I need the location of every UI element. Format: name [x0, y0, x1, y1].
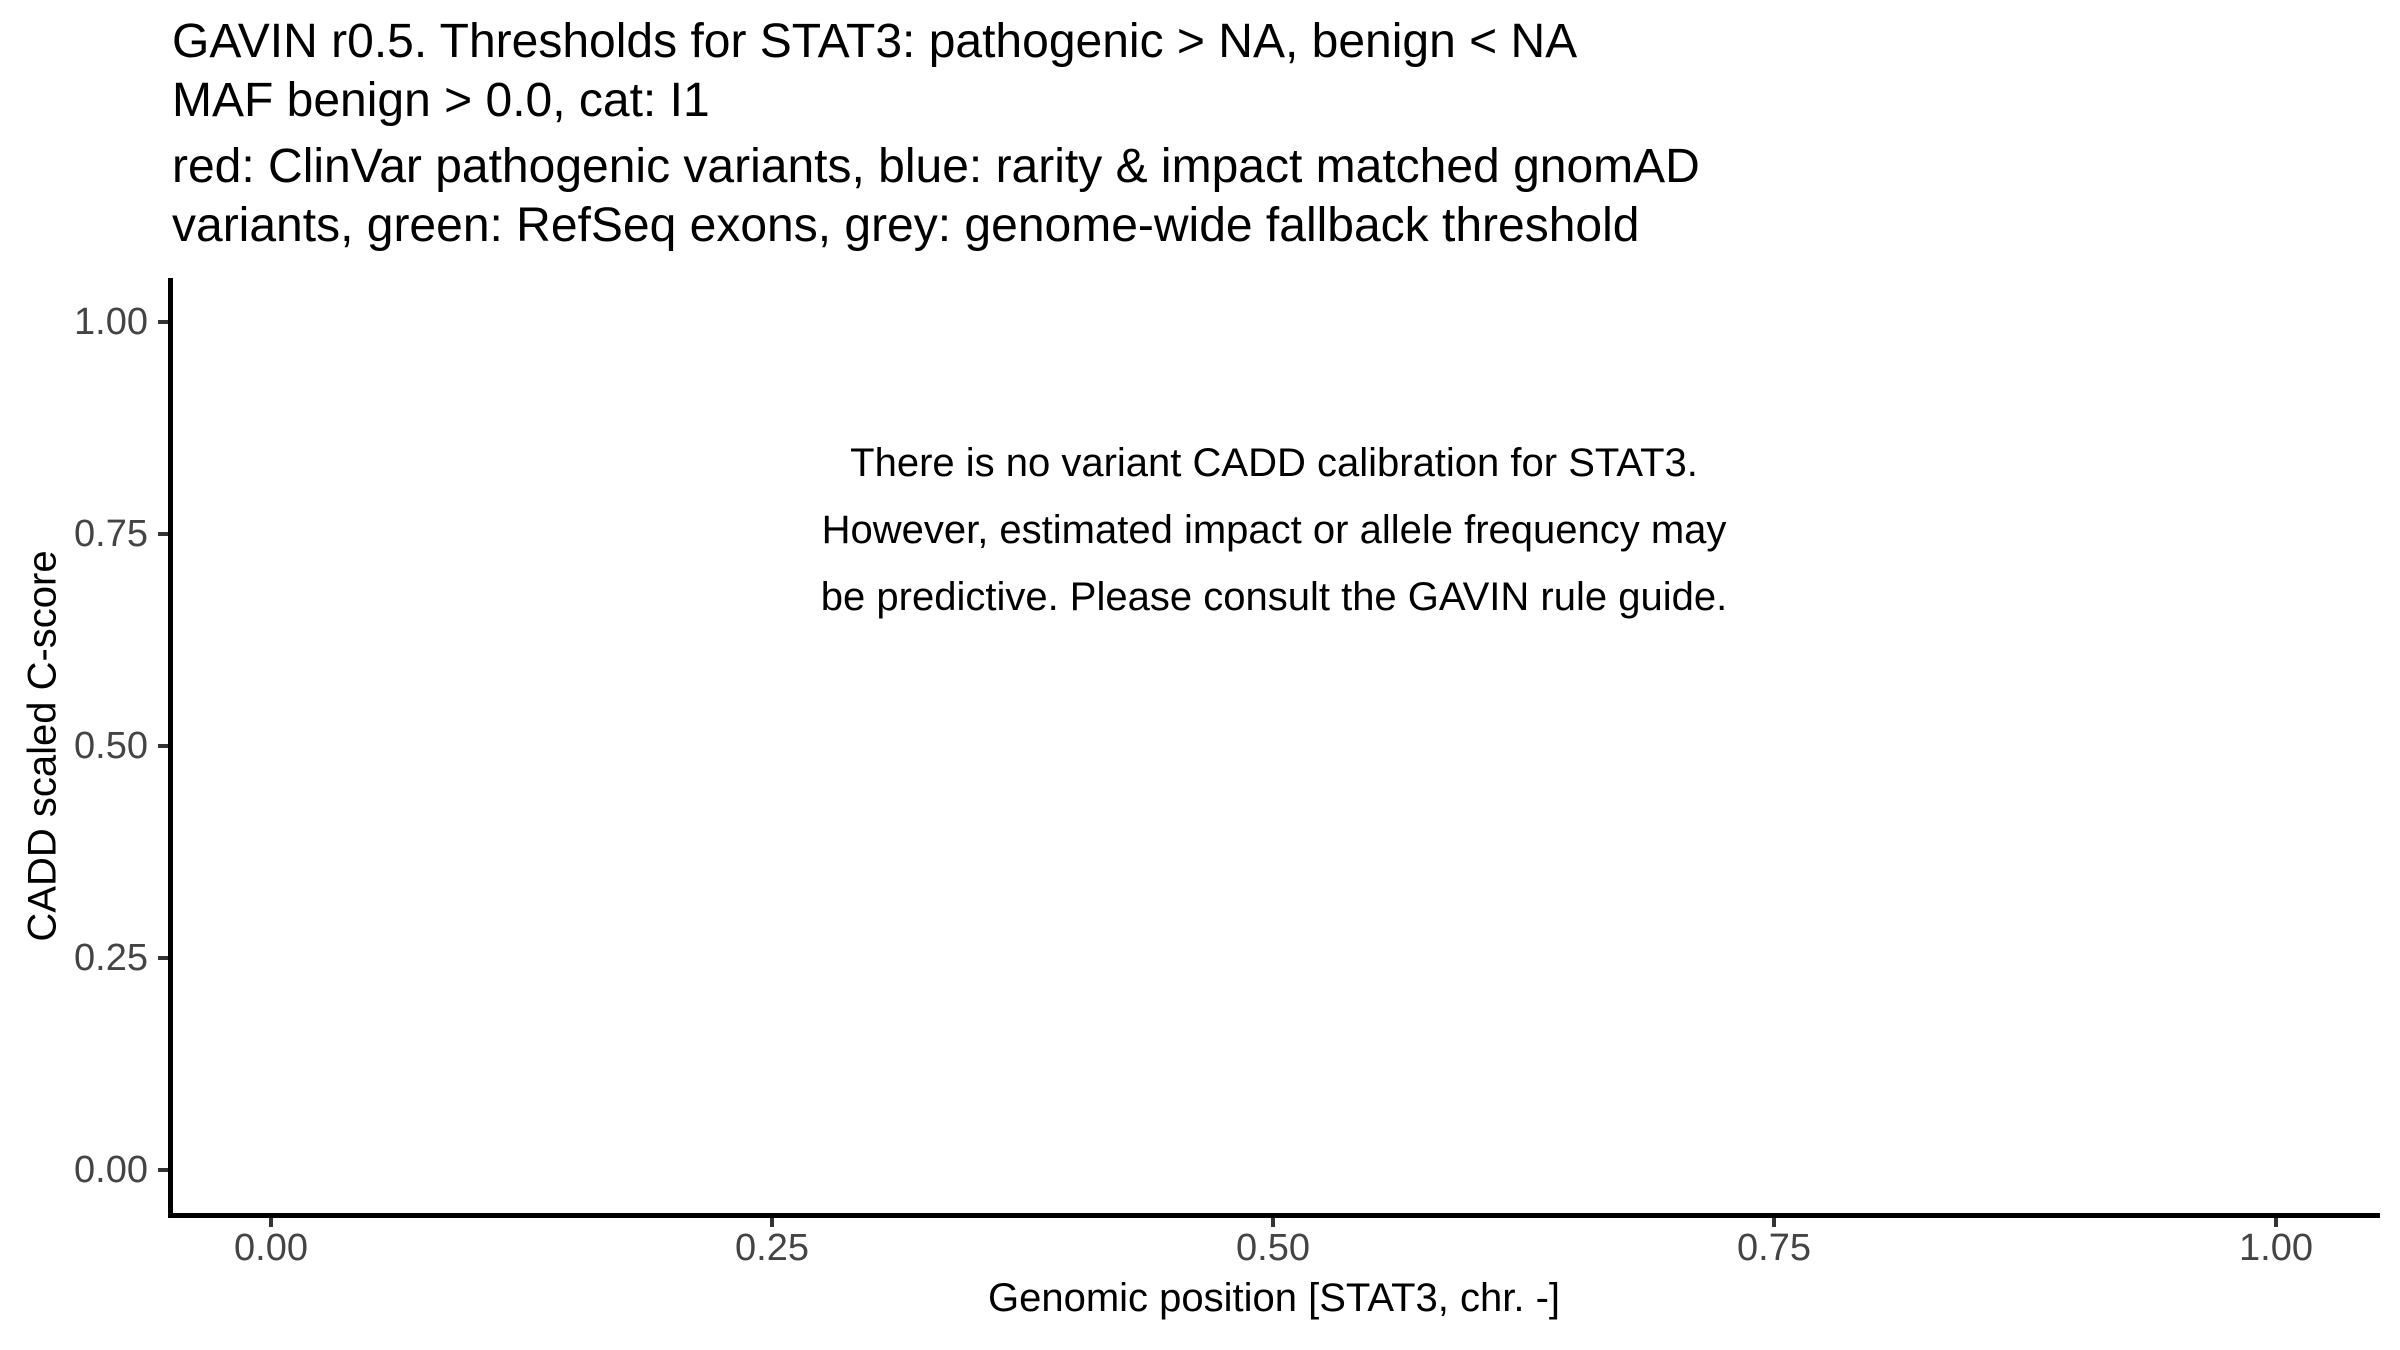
x-tick-label: 0.50: [1236, 1227, 1310, 1269]
plot-title-line-4: variants, green: RefSeq exons, grey: genome-wide fallback threshold: [172, 199, 1640, 252]
x-tick-label: 1.00: [2239, 1227, 2313, 1269]
plot-title-line-1: GAVIN r0.5. Thresholds for STAT3: pathogenic > NA, benign < NA: [172, 15, 1578, 68]
y-tick-label: 0.75: [74, 513, 148, 555]
y-tick-label: 0.25: [74, 937, 148, 979]
plot-title-line-3: red: ClinVar pathogenic variants, blue: rarity & impact matched gnomAD: [172, 140, 1700, 193]
x-tick-mark: [2274, 1218, 2278, 1227]
y-axis-line: [168, 278, 173, 1218]
x-tick-label: 0.00: [234, 1227, 308, 1269]
y-tick-label: 0.00: [74, 1149, 148, 1191]
y-tick-mark: [158, 532, 168, 536]
plot-title: [172, 12, 1700, 255]
y-tick-mark: [158, 1168, 168, 1172]
annotation-line-1: There is no variant CADD calibration for STAT3.: [850, 441, 1698, 485]
x-tick-mark: [1772, 1218, 1776, 1227]
x-tick-mark: [770, 1218, 774, 1227]
no-calibration-annotation: [168, 430, 2380, 631]
y-tick-label: 1.00: [74, 301, 148, 343]
x-axis-title: Genomic position [STAT3, chr. -]: [987, 1276, 1561, 1320]
annotation-line-3: be predictive. Please consult the GAVIN rule guide.: [820, 575, 1728, 619]
y-axis-title: CADD scaled C-score: [20, 550, 65, 942]
plot-title-line-2: MAF benign > 0.0, cat: I1: [172, 74, 710, 127]
x-tick-mark: [1271, 1218, 1275, 1227]
annotation-line-2: However, estimated impact or allele frequency may: [821, 508, 1727, 552]
y-tick-label: 0.50: [74, 725, 148, 767]
y-tick-mark: [158, 320, 168, 324]
x-tick-mark: [269, 1218, 273, 1227]
x-tick-label: 0.75: [1737, 1227, 1811, 1269]
y-tick-mark: [158, 956, 168, 960]
y-tick-mark: [158, 744, 168, 748]
x-tick-label: 0.25: [735, 1227, 809, 1269]
